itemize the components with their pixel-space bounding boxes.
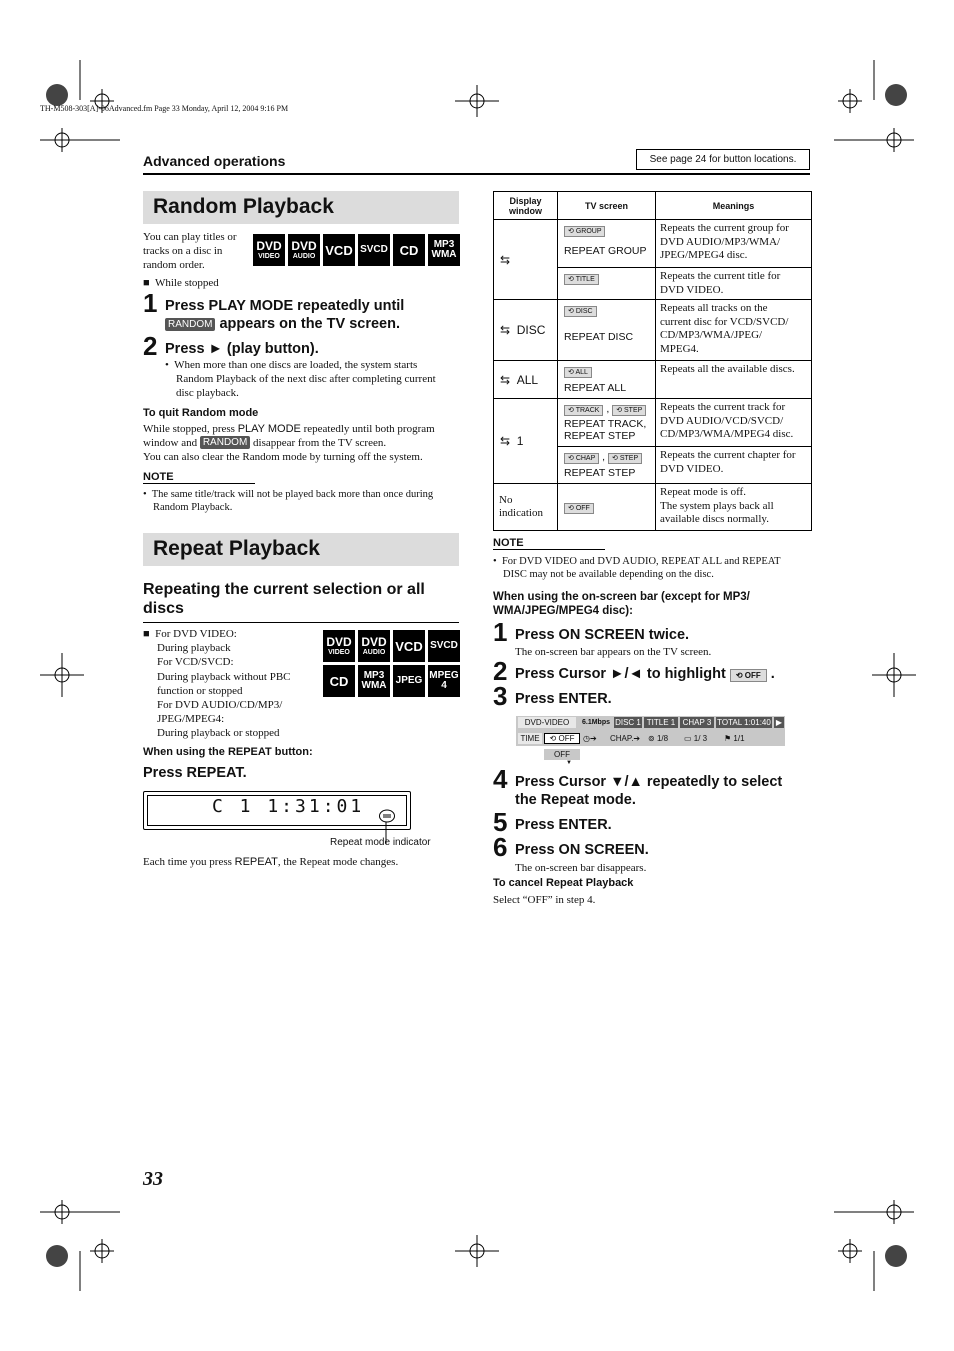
- table-row: ⟲ CHAP , ⟲ STEP REPEAT STEP Repeats the current chapter for DVD VIDEO.: [494, 447, 812, 484]
- random-title-box: [143, 191, 459, 224]
- onscreen-step-5-number: 5: [493, 807, 508, 837]
- onscreen-step-4-number: 4: [493, 764, 508, 794]
- header-tv-screen: TV screen: [558, 192, 656, 220]
- right-note-text: • For DVD VIDEO and DVD AUDIO, REPEAT ALL and REPEAT DISC may not be available depending on the disc.: [493, 556, 781, 580]
- cancel-repeat-heading: To cancel Repeat Playback: [493, 877, 634, 889]
- meaning-group: Repeats the current group for DVD AUDIO/MP3/WMA/ JPEG/MPEG4 disc.: [656, 220, 812, 268]
- onscreen-step-3: Press ENTER.: [515, 691, 612, 707]
- disp-no-indication: No indication: [494, 484, 558, 531]
- badge-svcd: SVCD: [358, 234, 390, 266]
- badge-dvd-video: DVD VIDEO: [253, 234, 285, 266]
- repeat-off-indicator: ⟲ OFF: [564, 503, 594, 514]
- disp-group: ⇆: [494, 220, 558, 300]
- random-step-1-number: 1: [143, 288, 158, 318]
- badge-vcd: VCD: [323, 234, 355, 266]
- osd-rate: 6.1Mbps: [582, 719, 611, 726]
- meaning-all: Repeats all the available discs.: [656, 361, 812, 399]
- onscreen-step-1-note: The on-screen bar appears on the TV screen.: [515, 646, 712, 658]
- osd-chap: CHAP 3: [680, 717, 714, 728]
- onscreen-step-6-number: 6: [493, 832, 508, 862]
- quit-random-heading: To quit Random mode: [143, 407, 259, 419]
- badge-jpeg: JPEG: [393, 665, 425, 697]
- osd-audio: ⊚ 1/8: [648, 734, 669, 743]
- tv-repeat-step: REPEAT STEP: [564, 467, 636, 479]
- disp-one: ⇆ 1: [494, 399, 558, 484]
- onscreen-step-6-note: The on-screen bar disappears.: [515, 862, 647, 874]
- onscreen-step-2: Press Cursor ►/◄ to highlight ⟲ OFF .: [515, 666, 775, 682]
- repeat-subheading: Repeating the current selection or all discs: [143, 581, 425, 617]
- display-window: [143, 791, 411, 830]
- header-rule: [143, 173, 810, 175]
- osd-popup-arrow: ▼: [566, 760, 572, 766]
- see-page-note: See page 24 for button locations.: [636, 149, 810, 170]
- osd-disc: DISC 1: [615, 718, 641, 727]
- random-step-1: Press PLAY MODE repeatedly until RANDOM appears on the TV screen.: [165, 298, 405, 332]
- osd-popup[interactable]: OFF: [544, 749, 580, 760]
- random-condition: ■ While stopped: [143, 277, 219, 289]
- osd-total: TOTAL 1:01:40: [717, 718, 771, 727]
- random-title: Random Playback: [153, 195, 334, 218]
- on-screen-bar: [516, 716, 785, 746]
- tv-repeat-all: REPEAT ALL: [564, 382, 627, 394]
- random-indicator: RANDOM: [165, 318, 215, 331]
- random-step-2-number: 2: [143, 331, 158, 361]
- repeat-subheading-rule: [143, 622, 459, 623]
- cancel-repeat-text: Select “OFF” in step 4.: [493, 894, 596, 906]
- osd-next-icon: ▶: [775, 718, 783, 727]
- repeat-mode-change-text: Each time you press REPEAT, the Repeat mode changes.: [143, 856, 399, 868]
- onscreen-step-5: Press ENTER.: [515, 817, 612, 833]
- repeat-track-indicator: ⟲ TRACK: [564, 405, 603, 416]
- osd-mode: DVD-VIDEO: [518, 717, 576, 728]
- osd-chap-search: CHAP.➔: [610, 734, 641, 743]
- table-header-row: [494, 192, 812, 220]
- table-row: [494, 220, 812, 268]
- random-step-2: Press ► (play button).: [165, 341, 319, 357]
- osd-repeat[interactable]: ⟲ OFF: [544, 733, 580, 744]
- badge-dvd-video: DVD VIDEO: [323, 630, 355, 662]
- press-repeat: Press REPEAT.: [143, 765, 247, 781]
- meaning-title: Repeats the current title for DVD VIDEO.: [656, 268, 812, 300]
- disp-disc: ⇆ DISC: [494, 300, 558, 361]
- osd-title: TITLE 1: [644, 717, 678, 728]
- osd-subtitle: ▭ 1/ 3: [684, 734, 708, 743]
- meaning-chapter: Repeats the current chapter for DVD VIDEO.: [656, 447, 812, 484]
- meaning-track: Repeats the current track for DVD AUDIO/VCD/SVCD/ CD/MP3/WMA/MPEG4 disc.: [656, 399, 812, 447]
- repeat-title-indicator: ⟲ TITLE: [564, 274, 599, 285]
- onscreen-step-1-number: 1: [493, 617, 508, 647]
- repeat-step-indicator: ⟲ STEP: [612, 405, 646, 416]
- badge-vcd: VCD: [393, 630, 425, 662]
- repeat-disc-indicator: ⟲ DISC: [564, 306, 597, 317]
- indicator-label: Repeat mode indicator: [330, 837, 431, 848]
- repeat-title: Repeat Playback: [153, 537, 320, 560]
- badge-mp3-wma: MP3 WMA: [358, 665, 390, 697]
- repeat-button-heading: When using the REPEAT button:: [143, 746, 313, 758]
- repeat-all-indicator: ⟲ ALL: [564, 367, 592, 378]
- badge-svcd: SVCD: [428, 630, 460, 662]
- repeat-step-indicator: ⟲ STEP: [608, 453, 642, 464]
- badge-dvd-audio: DVD AUDIO: [288, 234, 320, 266]
- meaning-disc: Repeats all tracks on the current disc for VCD/SVCD/ CD/MP3/WMA/JPEG/ MPEG4.: [656, 300, 812, 361]
- page-number: 33: [143, 1168, 163, 1190]
- repeat-disc-badges: [323, 630, 463, 697]
- repeat-chap-indicator: ⟲ CHAP: [564, 453, 599, 464]
- onscreen-step-2-number: 2: [493, 656, 508, 686]
- tv-repeat-group: REPEAT GROUP: [564, 245, 647, 257]
- onscreen-heading: When using the on-screen bar (except for MP3/ WMA/JPEG/MPEG4 disc):: [493, 591, 750, 617]
- header-display-window: Display window: [494, 192, 558, 220]
- repeat-title-box: [143, 533, 459, 566]
- random-step-2-note: • When more than one discs are loaded, the system starts Random Playback of the next disc after completing current disc playback.: [165, 359, 436, 399]
- table-row: ⇆ 1 ⟲ TRACK , ⟲ STEP REPEAT TRACK, REPEAT STEP Repeats the current track for DVD AUDIO/VCD/SVCD/ CD/MP3/WMA/MPEG4 disc.: [494, 399, 812, 447]
- quit-random-text: While stopped, press PLAY MODE repeatedly until both program window and RANDOM disappear from the TV screen. You can also clear the Random mode by turning off the system.: [143, 423, 435, 463]
- onscreen-step-1: Press ON SCREEN twice.: [515, 627, 690, 643]
- badge-mpeg4: MPEG 4: [428, 665, 460, 697]
- osd-time: TIME: [518, 733, 542, 744]
- onscreen-step-6: Press ON SCREEN.: [515, 842, 649, 858]
- random-disc-badges: [253, 234, 460, 266]
- osd-time-search-icon: ◷➔: [583, 734, 597, 743]
- osd-angle: ⚑ 1/1: [724, 734, 745, 743]
- badge-mp3-wma: MP3 WMA: [428, 234, 460, 266]
- onscreen-step-4: Press Cursor ▼/▲ repeatedly to select the Repeat mode.: [515, 774, 783, 808]
- badge-cd: CD: [323, 665, 355, 697]
- repeat-conditions: ■ For DVD VIDEO: During playback For VCD/SVCD: During playback without PBC function or stopped For DVD AUDIO/CD/MP3/ JPEG/MPEG4: During playback or stopped: [143, 628, 291, 740]
- table-row: [494, 361, 812, 399]
- header-meanings: Meanings: [656, 192, 812, 220]
- display-window-text: C 1 1:31:01: [212, 796, 365, 817]
- repeat-off-indicator: ⟲ OFF: [730, 669, 767, 682]
- file-header: TH-M508-303[A]-06Advanced.fm Page 33 Monday, April 12, 2004 9:16 PM: [40, 104, 289, 113]
- right-note-heading: NOTE: [493, 537, 605, 550]
- badge-cd: CD: [393, 234, 425, 266]
- repeat-group-indicator: ⟲ GROUP: [564, 226, 605, 237]
- random-intro: You can play titles or tracks on a disc in random order.: [143, 231, 237, 271]
- table-row: [494, 300, 812, 361]
- disp-all: ⇆ ALL: [494, 361, 558, 399]
- section-header: Advanced operations: [143, 153, 286, 169]
- random-note-heading: NOTE: [143, 471, 255, 484]
- tv-repeat-disc: REPEAT DISC: [564, 331, 634, 343]
- onscreen-step-3-number: 3: [493, 681, 508, 711]
- meaning-off: Repeat mode is off. The system plays back all available discs normally.: [656, 484, 812, 531]
- random-note-text: • The same title/track will not be played back more than once during Random Playback.: [143, 489, 434, 513]
- badge-dvd-audio: DVD AUDIO: [358, 630, 390, 662]
- repeat-mode-table: [493, 191, 812, 531]
- table-row: [494, 484, 812, 531]
